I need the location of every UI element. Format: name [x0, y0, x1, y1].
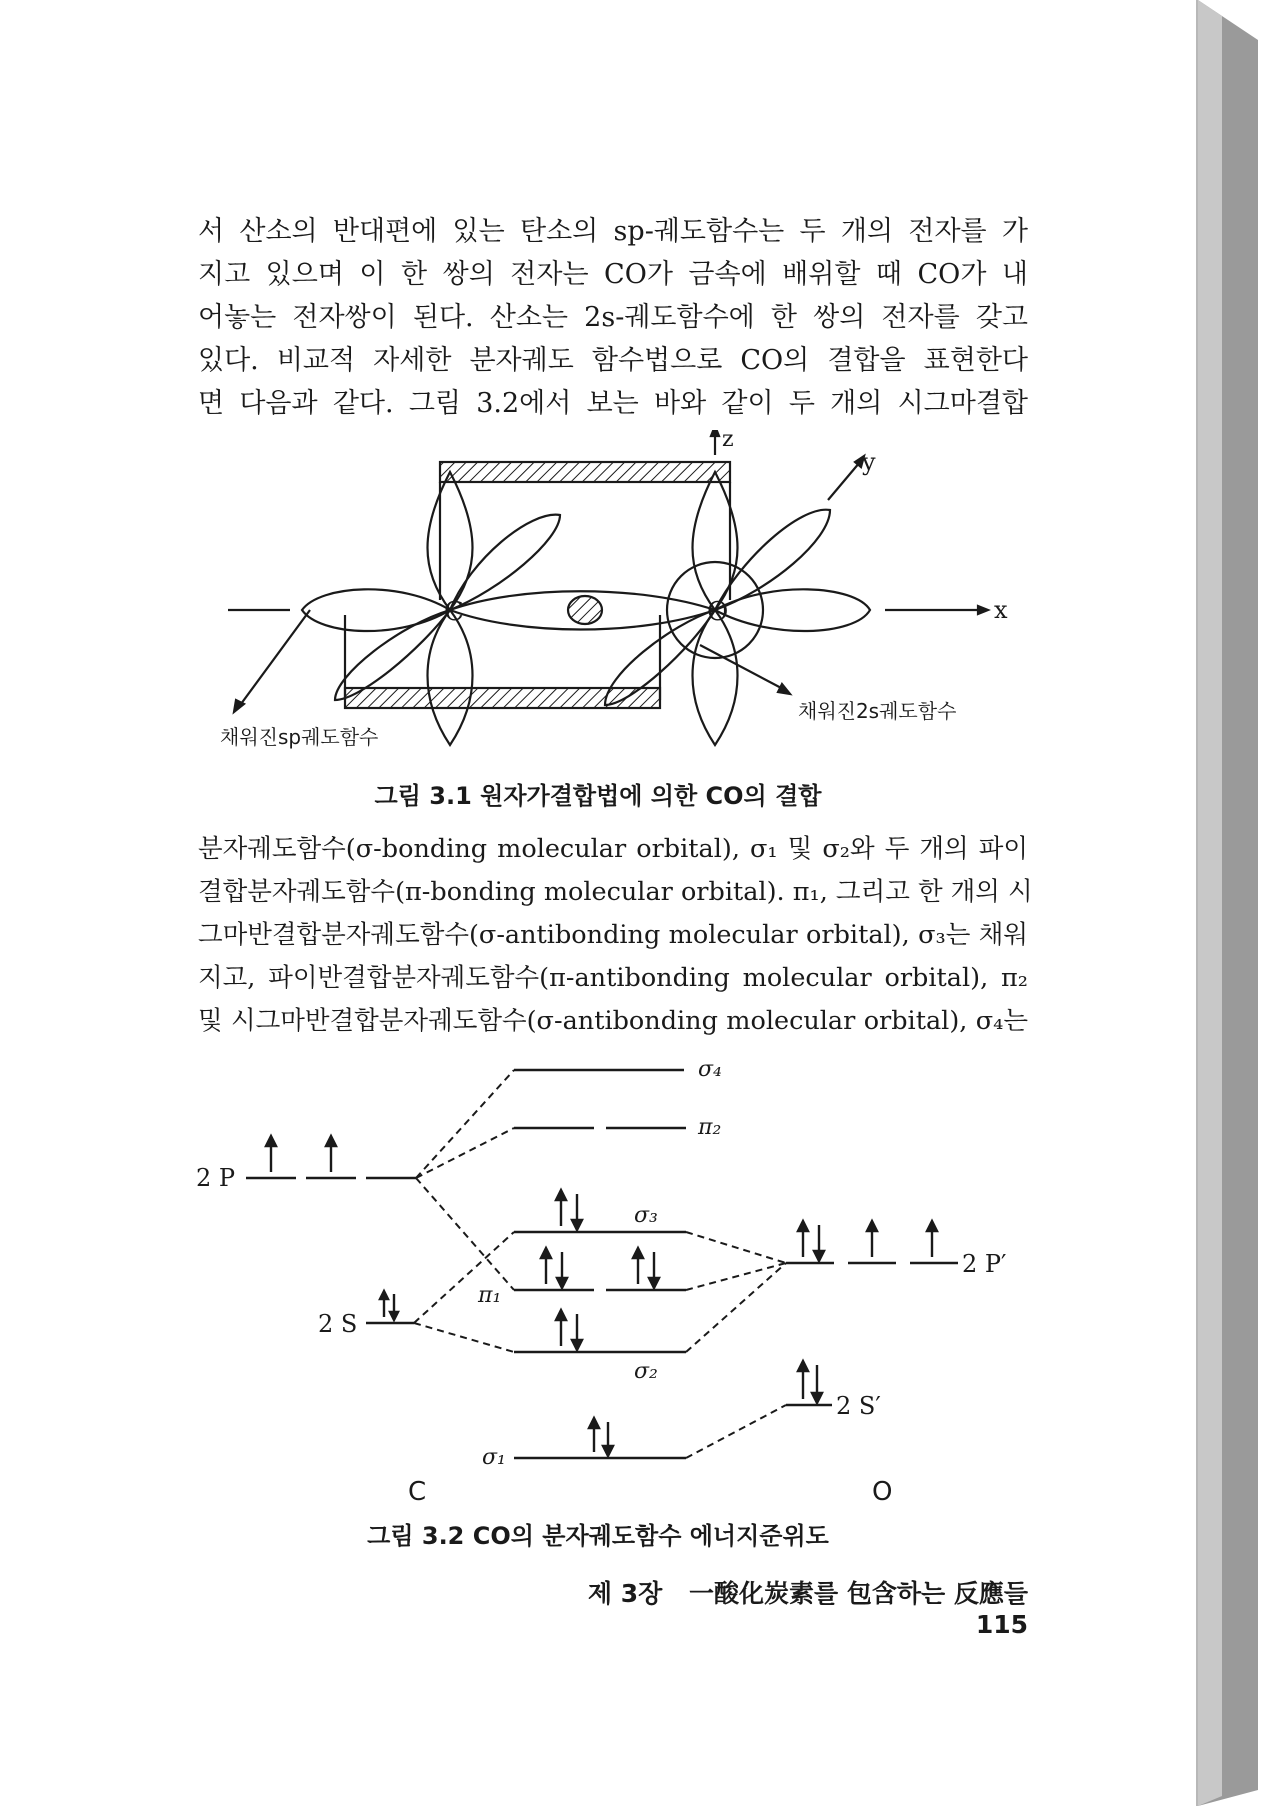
- text-line: 서 산소의 반대편에 있는 탄소의 sp-궤도함수는 두 개의 전자를 가: [198, 216, 1028, 247]
- atom-c-label: C: [444, 597, 464, 627]
- page-footer: [508, 1574, 1028, 1639]
- figure-3-1-diagram: [0, 430, 1196, 770]
- text-line: 지고, 파이반결합분자궤도함수(π-antibonding molecular orbital), π₂: [198, 963, 1028, 993]
- label-2s-prime: 2 S′: [836, 1392, 881, 1420]
- axis-y-label: y: [862, 448, 876, 476]
- label-pi2: π₂: [698, 1115, 722, 1140]
- pi-bond-top: [440, 462, 730, 482]
- text-line: 분자궤도함수(σ-bonding molecular orbital), σ₁ 및 σ₂와 두 개의 파이: [198, 834, 1028, 864]
- text-line: 면 다음과 같다. 그림 3.2에서 보는 바와 같이 두 개의 시그마결합: [198, 388, 1028, 419]
- figure-3-2-caption: 그림 3.2 CO의 분자궤도함수 에너지준위도: [367, 1522, 829, 1550]
- axis-x-label: x: [994, 596, 1008, 624]
- label-pi1: π₁: [478, 1283, 502, 1308]
- label-2p-prime: 2 P′: [962, 1250, 1007, 1278]
- label-sigma1: σ₁: [482, 1445, 506, 1470]
- label-sigma2: σ₂: [634, 1359, 658, 1384]
- 2s-orbital-label: 채워진2s궤도함수: [798, 699, 957, 723]
- label-2s: 2 S: [318, 1310, 358, 1338]
- chapter-label: 제 3장: [587, 1579, 663, 1608]
- label-o: O: [872, 1477, 893, 1507]
- chapter-title: 一酸化炭素를 包含하는 反應들: [688, 1579, 1028, 1608]
- text-line: 및 시그마반결합분자궤도함수(σ-antibonding molecular orbital), σ₄는: [198, 1006, 1028, 1036]
- sigma-overlap: [568, 596, 602, 624]
- paragraph-2: [198, 828, 1033, 1043]
- text-line: 결합분자궤도함수(π-bonding molecular orbital). π₁, 그리고 한 개의 시: [198, 877, 1033, 907]
- text-line: 지고 있으며 이 한 쌍의 전자는 CO가 금속에 배위할 때 CO가 내: [198, 259, 1028, 290]
- label-sigma3: σ₃: [634, 1203, 658, 1228]
- text-line: 있다. 비교적 자세한 분자궤도 함수법으로 CO의 결합을 표현한다: [198, 345, 1028, 376]
- label-sigma4: σ₄: [698, 1057, 722, 1082]
- label-2p: 2 P: [196, 1164, 236, 1192]
- page-edge-shadow: [1198, 0, 1266, 1806]
- page-number: 115: [975, 1610, 1028, 1639]
- label-c: C: [408, 1477, 427, 1507]
- text-line: 그마반결합분자궤도함수(σ-antibonding molecular orbital), σ₃는 채워: [198, 920, 1028, 950]
- paragraph-1: [198, 210, 1028, 425]
- text-line: 어놓는 전자쌍이 된다. 산소는 2s-궤도함수에 한 쌍의 전자를 갖고: [198, 302, 1028, 333]
- figure-3-2-diagram: [0, 1050, 1196, 1510]
- pi-bond-bottom: [345, 688, 660, 708]
- axis-z-label: z: [722, 430, 734, 452]
- sp-orbital-label: 채워진sp궤도함수: [220, 725, 379, 749]
- atom-o-label: O: [707, 597, 729, 627]
- figure-3-1-caption: 그림 3.1 원자가결합법에 의한 CO의 결합: [374, 782, 822, 810]
